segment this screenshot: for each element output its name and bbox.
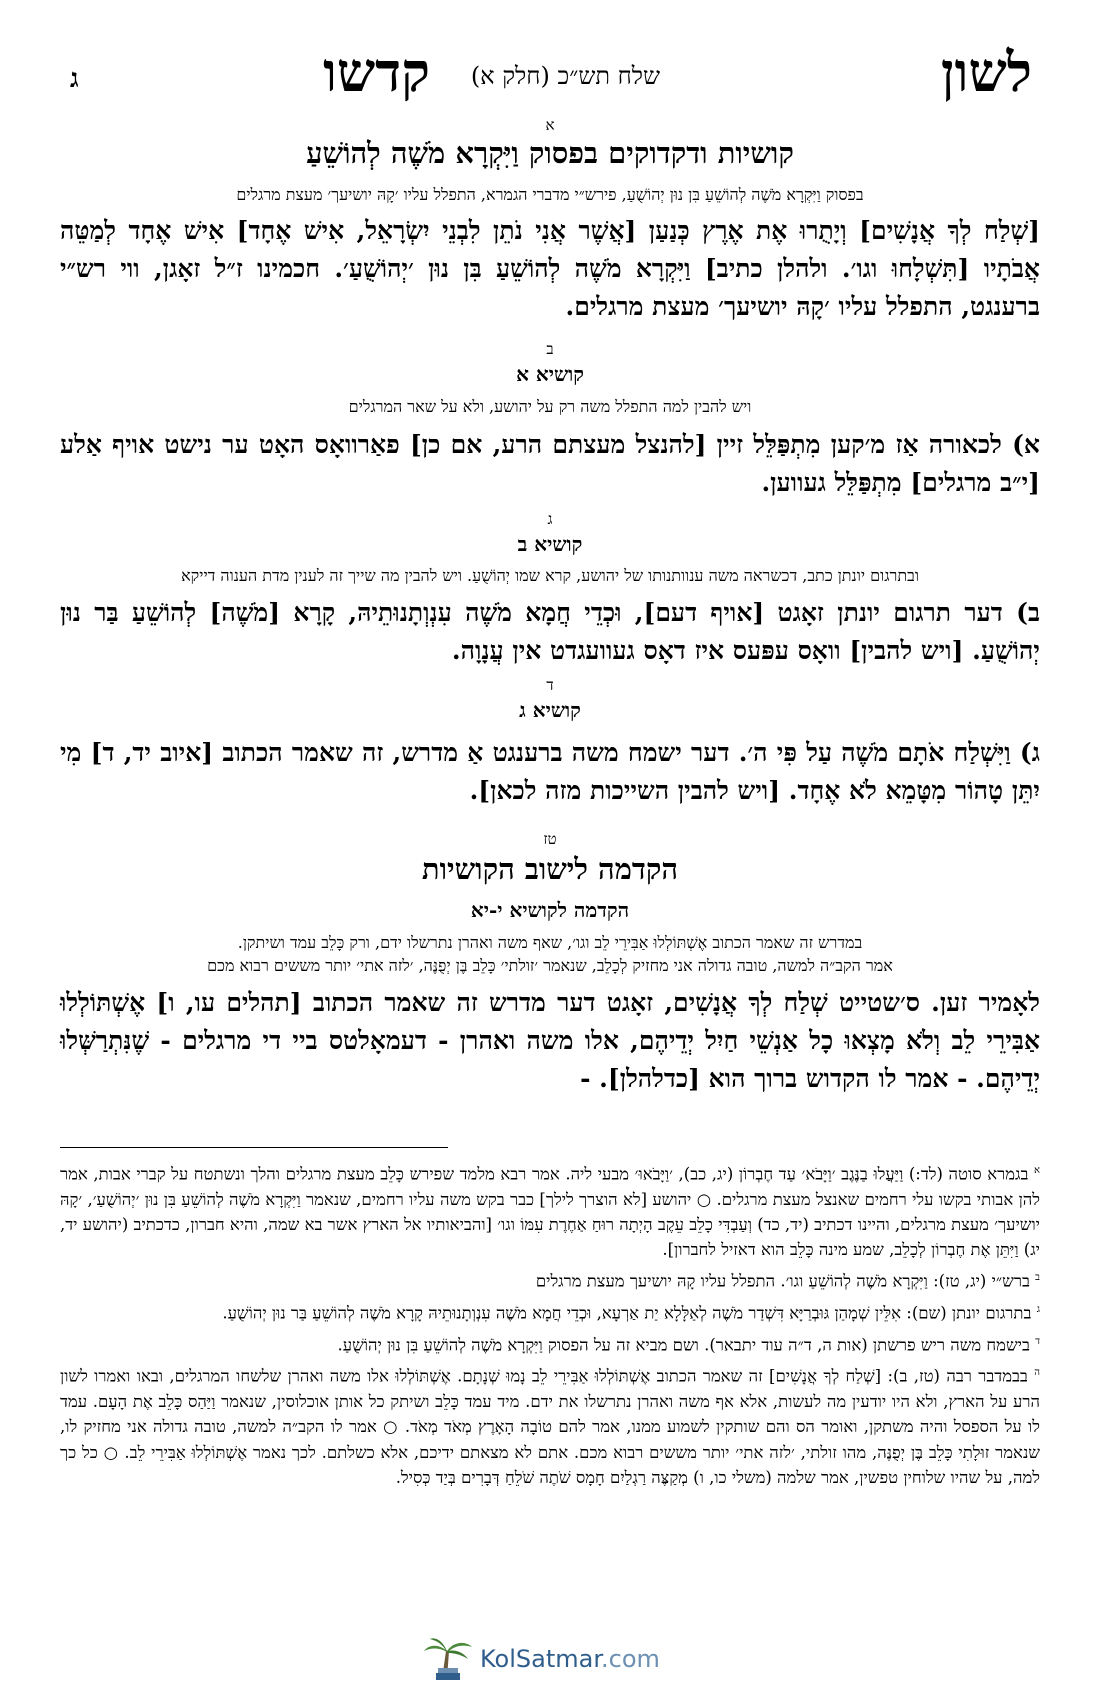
footnote xyxy=(60,1158,1040,1262)
palm-tree-icon xyxy=(420,1635,476,1685)
logo-text-name: KolSatmar xyxy=(480,1645,601,1673)
footnote-mark: ה xyxy=(1034,1367,1040,1379)
section-title-tet-zayin: הקדמה לישוב הקושיות xyxy=(421,852,679,886)
footnote-mark: ג xyxy=(1036,1304,1040,1316)
footnote xyxy=(60,1360,1040,1490)
section-marker-dalet: ד xyxy=(546,676,554,694)
footnote-text: בבמדבר רבה (טז, ב): [שְׁלַח לְךָ אֲנָשִׁים] זה שאמר הכתוב אֶשְׁתּוֹלְלוּ אַבִּירֵי לֵב נָמוּ שְׁנָתָם. אֶשְׁתּוֹלְלוּ אלו משה ואהרן שלשחו המרגלים, ובאו ואמרו לשון הרע על הארץ, ולא היו יודעין מה לעשות, אלא אף משה ואהרן נתרשלו את ידם. מיד עמד כָּלֵב ושיתק כל אותן אוכלוסין, שנאמר וַיַּהַס כָּלֵב אֶת הָעָם. עמד לו על הספסל והיה משתקן, ואומר הס והם שותקין לשמוע ממנו, אמר להם טוֹבָה הָאָרֶץ מְאֹד מְאֹד. ○ אמר לו הקב״ה למשה, טובה גדולה אני מחזיק לו, שנאמר זוּלָתִי כָּלֵב בֶּן יְפֻנֶּה, מהו זולתי, ׳לזה אתי׳ יותר מששים רבוא מכם. אתם לא מצאתם ידיכם, אלא כשלתם. לכך נאמר אֶשְׁתּוֹלְלוּ אַבִּירֵי לֵב. ○ כל כך למה, על שהיו שלוחין טפשין, אמר שלמה (משלי כו, ו) מְקַצֶּה רַגְלַיִם חָמָס שֹׁתֶה שֹׁלֵחַ דְּבָרִים בְּיַד כְּסִיל. xyxy=(60,1366,1040,1487)
section-summary-alef: בפסוק וַיִּקְרָא מֹשֶׁה לְהוֹשֵׁעַ בִּן נוּן יְהוֹשֻׁעַ, פירש״י מדברי הגמרא, התפלל עליו ׳קָהּ יושיעך׳ מעצת מרגלים xyxy=(236,185,864,204)
paragraph-alef: [שְׁלַח לְךָ אֲנָשִׁים] וְיָתֻרוּ אֶת אֶרֶץ כְּנַעַן [אֲשֶׁר אֲנִי נֹתֵן לִבְנֵי יִשְׂרָאֵל, אִישׁ אֶחָד] אִישׁ אֶחָד לְמַטֵּה אֲבֹתָיו [תִּשְׁלָחוּ וגו׳. ולהלן כתיב] וַיִּקְרָא מֹשֶׁה לְהוֹשֵׁעַ בִּן נוּן ׳יְהוֹשֻׁעַ׳. חכמינו ז״ל זאָגן, ווי רש״י ברענגט, התפלל עליו ׳קָהּ יושיעך׳ מעצת מרגלים. xyxy=(60,216,1040,321)
footnote-text: בגמרא סוטה (לד:) וַיַּעֲלוּ בַנֶּגֶב ׳וַיָּבֹא׳ עַד חֶבְרוֹן (יג, כב), ׳וַיָּבֹאוּ׳ מבעי ליה. אמר רבא מלמד שפירש כָּלֵב מעצת מרגלים והלך ונשתטח על קברי אבות, אמר להן אבותי בקשו עלי רחמים שאנצל מעצת מרגלים. ○ יהושע [לא הוצרך לילך] כבר בקש משה עליו רחמים, שנאמר וַיִּקְרָא מֹשֶׁה לְהוֹשֵׁעַ בִּן נוּן ׳יְהוֹשֻׁעַ׳, ׳קָהּ יושיעך׳ מעצת מרגלים, והיינו דכתיב (יד, כד) וְעַבְדִּי כָלֵב עֵקֶב הָיְתָה רוּחַ אַחֶרֶת עִמּוֹ וגו׳ [והביאותיו אל הארץ אשר בא שמה, והיא חברון, כדכתיב (יהושע יד, יג) וַיִּתֵּן אֶת חֶבְרוֹן לְכָלֵב, שמע מינה כָּלֵב הוא דאזיל לחברון]. xyxy=(60,1164,1040,1260)
section-marker-alef: א xyxy=(545,116,555,134)
paragraph-tet-zayin: לאָמיר זען. ס׳שטייט שְׁלַח לְךָ אֲנָשִׁים, זאָגט דער מדרש זה שאמר הכתוב [תהלים עו, ו] אֶשְׁתּוֹלְלוּ אַבִּירֵי לֵב וְלֹא מָצְאוּ כָל אַנְשֵׁי חַיִל יְדֵיהֶם, אלו משה ואהרן - דעמאָלטס ביי די מרגלים - שֶׁנִּתְרַשְּׁלוּ יְדֵיהֶם. - אמר לו הקדוש ברוך הוא [כדלהלן]. - xyxy=(60,988,1040,1093)
logo-text-domain: .com xyxy=(601,1645,660,1673)
footnote-text: בתרגום יונתן (שם): אִלֵּין שְׁמָהַן גּוּבְרַיָּא דִּשְׁדַר מֹשֶׁה לְאַלָּלָא יַת אַרְעָא, וּכְדֵי חֲמָא מֹשֶׁה עִנְוְתָנוּתֵיהּ קָרָא מֹשֶׁה לְהוֹשֵׁעַ בַּר נוּן יְהוֹשֻׁעַ. xyxy=(222,1303,1032,1323)
footnote xyxy=(60,1265,1040,1294)
page-header xyxy=(60,40,1040,110)
section-marker-bet: ב xyxy=(546,340,554,358)
footnote xyxy=(60,1329,1040,1358)
section-title-gimel: קושיא ב xyxy=(517,532,583,556)
header-page-letter: ג xyxy=(70,64,79,94)
header-lashon: לשון xyxy=(940,40,1032,104)
kolsatmar-logo xyxy=(420,1635,680,1685)
footnote-mark: א xyxy=(1033,1165,1040,1176)
section-summary1-tet-zayin: במדרש זה שאמר הכתוב אֶשְׁתּוֹלְלוּ אַבִּירֵי לֵב וגו׳, שאף משה ואהרן נתרשלו ידם, ורק כָּלֵב עמד ושיתקן. xyxy=(237,933,863,952)
header-parsha: שלח תש״כ (חלק א) xyxy=(470,62,660,90)
paragraph-gimel: ב) דער תרגום יונתן זאָגט [אויף דעם], וּכְדֵי חֲמָא מֹשֶׁה עִנְוְתָנוּתֵיהּ, קָרָא [מֹשֶׁה] לְהוֹשֵׁעַ בַּר נוּן יְהוֹשֻׁעַ. [ויש להבין] וואָס עפּעס איז דאָס געוועגדט אין עֲנָוָה. xyxy=(60,598,1040,665)
header-kodsho: קדשו xyxy=(323,40,430,104)
section-summary2-tet-zayin: אמר הקב״ה למשה, טובה גדולה אני מחזיק לְכָלֵב, שנאמר ׳זולתי׳ כָּלֵב בֶּן יְפֻנֶּה, ׳לזה אתי׳ יותר מששים רבוא מכם xyxy=(207,956,893,975)
footnote xyxy=(60,1297,1040,1326)
footnotes xyxy=(60,1158,1040,1493)
footnote-mark: ב xyxy=(1035,1272,1040,1284)
section-summary-bet: ויש להבין למה התפלל משה רק על יהושע, ולא על שאר המרגלים xyxy=(348,397,752,416)
section-title-dalet: קושיא ג xyxy=(519,698,581,722)
footnote-separator xyxy=(60,1147,448,1148)
paragraph-bet: א) לכאורה אַז מ׳קען מִתְפַּלֵּל זיין [להנצל מעצתם הרע, אם כן] פאַרוואָס האָט ער נישט אויף אַלע [י״ב מרגלים] מִתְפַּלֵּל געווען. xyxy=(60,430,1040,497)
logo-text xyxy=(480,1645,660,1673)
section-summary-gimel: ובתרגום יונתן כתב, דכשראה משה ענוותנותו של יהושע, קרא שמו יְהוֹשֻׁעַ. ויש להבין מה שייך זה לענין מדת הענוה דייקא xyxy=(181,566,919,585)
footnote-mark: ד xyxy=(1035,1335,1040,1347)
section-subtitle-tet-zayin: הקדמה לקושיא י-יא xyxy=(470,898,630,922)
footnote-text: בישמח משה ריש פרשתן (אות ה, ד״ה עוד יתבאר). ושם מביא זה על הפסוק וַיִּקְרָא מֹשֶׁה לְהוֹשֵׁעַ בִּן נוּן יְהוֹשֻׁעַ. xyxy=(337,1335,1030,1355)
section-marker-tet-zayin: טז xyxy=(543,830,557,848)
section-title-alef: קושיות ודקדוקים בפסוק וַיִּקְרָא מֹשֶׁה לְהוֹשֵׁעַ xyxy=(306,136,794,170)
paragraph-dalet: ג) וַיִּשְׁלַח אֹתָם מֹשֶׁה עַל פִּי ה׳. דער ישמח משה ברענגט אַ מדרש, זה שאמר הכתוב [איוב יד, ד] מִי יִתֵּן טָהוֹר מִטָּמֵא לֹא אֶחָד. [ויש להבין השייכות מזה לכאן]. xyxy=(60,738,1040,805)
section-marker-gimel: ג xyxy=(547,510,553,528)
section-title-bet: קושיא א xyxy=(516,362,584,386)
footnote-text: ברש״י (יג, טז): וַיִּקְרָא מֹשֶׁה לְהוֹשֵׁעַ וגו׳. התפלל עליו קָהּ יושיעך מעצת מרגלים xyxy=(535,1271,1030,1291)
